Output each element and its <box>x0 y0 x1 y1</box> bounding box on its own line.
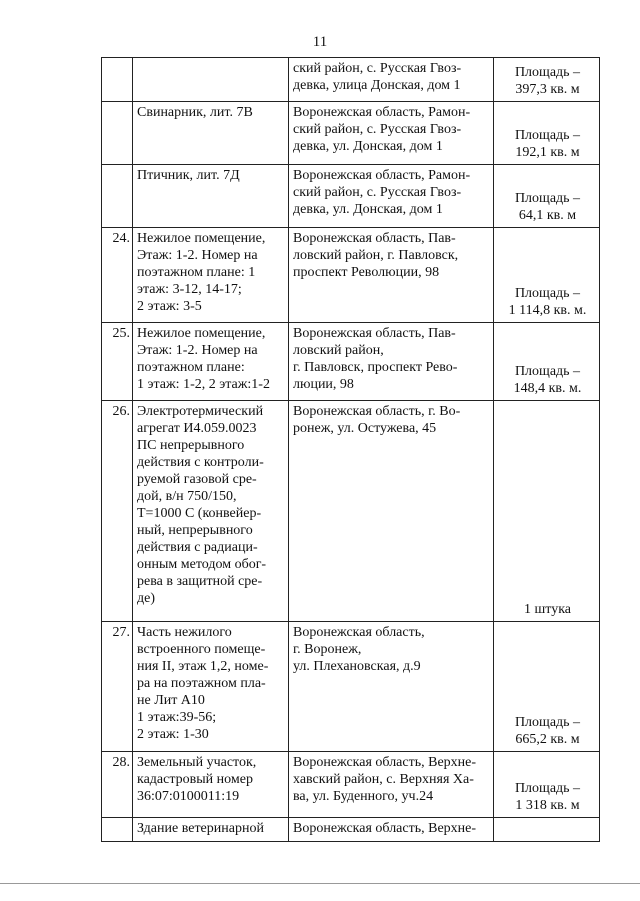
property-name: Земельный участок, кадастровый номер 36:07:0100011:19 <box>133 752 289 818</box>
page-number: 11 <box>312 34 328 50</box>
property-name: Нежилое помещение, Этаж: 1-2. Номер на поэтажном плане: 1 этаж: 1-2, 2 этаж:1-2 <box>133 323 289 401</box>
table-row <box>102 818 600 842</box>
property-address: Воронежская область, Верхне- хавский район, с. Верхняя Ха- ва, ул. Буденного, уч.24 <box>289 752 494 818</box>
property-name: Птичник, лит. 7Д <box>133 165 289 228</box>
table-row <box>102 102 600 165</box>
property-area <box>494 818 600 842</box>
row-number <box>102 165 133 228</box>
property-area: Площадь – 397,3 кв. м <box>494 58 600 102</box>
page-bottom-rule <box>0 883 640 884</box>
table-row <box>102 165 600 228</box>
row-number: 27. <box>102 622 133 752</box>
table-row <box>102 752 600 818</box>
property-area: Площадь – 192,1 кв. м <box>494 102 600 165</box>
table-row <box>102 622 600 752</box>
table-row <box>102 401 600 622</box>
property-address: Воронежская область, Пав- ловский район, г. Павловск, проспект Рево- люции, 98 <box>289 323 494 401</box>
property-address: Воронежская область, Рамон- ский район, с. Русская Гвоз- девка, ул. Донская, дом 1 <box>289 102 494 165</box>
property-area: Площадь – 148,4 кв. м. <box>494 323 600 401</box>
row-number <box>102 58 133 102</box>
row-number: 25. <box>102 323 133 401</box>
property-name: Здание ветеринарной <box>133 818 289 842</box>
property-name: Электротермический агрегат И4.059.0023 ПС непрерывного действия с контроли- руемой газовой сре- дой, в/н 750/150, Т=1000 С (конвейер- ный, непрерывного действия с радиаци- онным методом обог- рева в защитной сре- де) <box>133 401 289 622</box>
row-number: 24. <box>102 228 133 323</box>
property-area: 1 штука <box>494 401 600 622</box>
property-area: Площадь – 64,1 кв. м <box>494 165 600 228</box>
table-row <box>102 228 600 323</box>
property-name: Свинарник, лит. 7В <box>133 102 289 165</box>
property-address: Воронежская область, г. Воронеж, ул. Плехановская, д.9 <box>289 622 494 752</box>
property-area: Площадь – 1 318 кв. м <box>494 752 600 818</box>
property-address: ский район, с. Русская Гвоз- девка, улица Донская, дом 1 <box>289 58 494 102</box>
property-name <box>133 58 289 102</box>
property-name: Нежилое помещение, Этаж: 1-2. Номер на поэтажном плане: 1 этаж: 3-12, 14-17; 2 этаж: 3-5 <box>133 228 289 323</box>
row-number <box>102 818 133 842</box>
table-row <box>102 58 600 102</box>
property-address: Воронежская область, Рамон- ский район, с. Русская Гвоз- девка, ул. Донская, дом 1 <box>289 165 494 228</box>
row-number: 28. <box>102 752 133 818</box>
property-name: Часть нежилого встроенного помеще- ния II, этаж 1,2, номе- ра на поэтажном пла- не Лит А10 1 этаж:39-56; 2 этаж: 1-30 <box>133 622 289 752</box>
property-address: Воронежская область, г. Во- ронеж, ул. Остужева, 45 <box>289 401 494 622</box>
row-number <box>102 102 133 165</box>
property-registry-table <box>101 57 600 842</box>
property-address: Воронежская область, Верхне- <box>289 818 494 842</box>
property-area: Площадь – 665,2 кв. м <box>494 622 600 752</box>
property-address: Воронежская область, Пав- ловский район, г. Павловск, проспект Революции, 98 <box>289 228 494 323</box>
row-number: 26. <box>102 401 133 622</box>
table-row <box>102 323 600 401</box>
property-area: Площадь – 1 114,8 кв. м. <box>494 228 600 323</box>
